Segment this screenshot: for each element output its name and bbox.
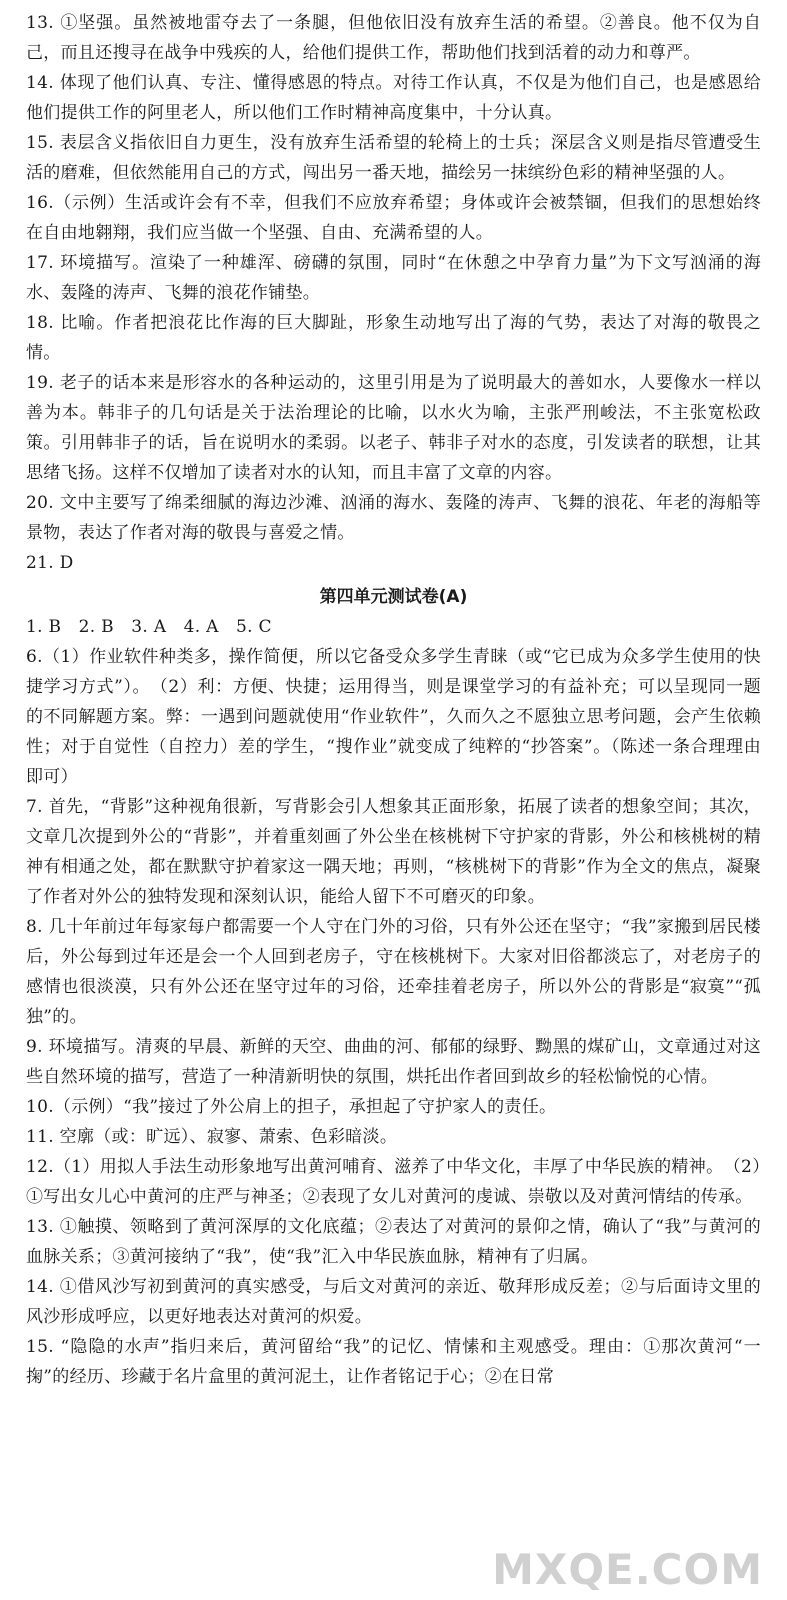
answer-paragraph: 16.（示例）生活或许会有不幸，但我们不应放弃希望；身体或许会被禁锢，但我们的思想始终在自由地翱翔，我们应当做一个坚强、自由、充满希望的人。 bbox=[26, 193, 761, 243]
section-title: 第四单元测试卷(A) bbox=[319, 587, 468, 607]
answer-paragraph: 15. “隐隐的水声”指归来后，黄河留给“我”的记忆、情愫和主观感受。理由：①那次黄河“一掬”的经历、珍藏于名片盒里的黄河泥土，让作者铭记于心；②在日常 bbox=[26, 1337, 761, 1387]
answer-paragraph: 8. 几十年前过年每家每户都需要一个人守在门外的习俗，只有外公还在坚守；“我”家搬到居民楼后，外公每到过年还是会一个人回到老房子，守在核桃树下。大家对旧俗都淡忘了，对老房子的感情也很淡漠，只有外公还在坚守过年的习俗，还牵挂着老房子，所以外公的背影是“寂寞”“孤独”的。 bbox=[26, 917, 761, 1027]
answer-paragraph: 1. B 2. B 3. A 4. A 5. C bbox=[26, 617, 272, 637]
answer-paragraph: 10.（示例）“我”接过了外公肩上的担子，承担起了守护家人的责任。 bbox=[26, 1097, 557, 1117]
answer-paragraph: 17. 环境描写。渲染了一种雄浑、磅礴的氛围，同时“在休憩之中孕育力量”为下文写汹涌的海水、轰隆的涛声、飞舞的浪花作铺垫。 bbox=[26, 253, 761, 303]
answer-paragraph: 20. 文中主要写了绵柔细腻的海边沙滩、汹涌的海水、轰隆的涛声、飞舞的浪花、年老的海船等景物，表达了作者对海的敬畏与喜爱之情。 bbox=[26, 493, 761, 543]
answer-paragraph: 14. ①借风沙写初到黄河的真实感受，与后文对黄河的亲近、敬拜形成反差；②与后面诗文里的风沙形成呼应，以更好地表达对黄河的炽爱。 bbox=[26, 1277, 761, 1327]
answer-paragraph: 18. 比喻。作者把浪花比作海的巨大脚趾，形象生动地写出了海的气势，表达了对海的敬畏之情。 bbox=[26, 313, 761, 363]
answer-paragraph: 13. ①触摸、领略到了黄河深厚的文化底蕴；②表达了对黄河的景仰之情，确认了“我”与黄河的血脉关系；③黄河接纳了“我”，使“我”汇入中华民族血脉，精神有了归属。 bbox=[26, 1217, 761, 1267]
answer-paragraph: 12.（1）用拟人手法生动形象地写出黄河哺育、滋养了中华文化，丰厚了中华民族的精神。 （2）①写出女儿心中黄河的庄严与神圣；②表现了女儿对黄河的虔诚、崇敬以及对黄河情结的传承。 bbox=[26, 1157, 761, 1207]
answer-paragraph: 11. 空廓（或：旷远）、寂寥、萧索、色彩暗淡。 bbox=[26, 1127, 398, 1147]
answer-paragraph: 13. ①坚强。虽然被地雷夺去了一条腿，但他依旧没有放弃生活的希望。②善良。他不仅为自己，而且还搜寻在战争中残疾的人，给他们提供工作，帮助他们找到活着的动力和尊严。 bbox=[26, 13, 761, 63]
site-watermark: MXQE.COM bbox=[492, 1545, 763, 1594]
answer-paragraph: 15. 表层含义指依旧自力更生，没有放弃生活希望的轮椅上的士兵；深层含义则是指尽管遭受生活的磨难，但依然能用自己的方式，闯出另一番天地，描绘另一抹缤纷色彩的精神坚强的人。 bbox=[26, 133, 761, 183]
answers-section-unit4a bbox=[26, 612, 761, 1392]
answer-paragraph: 19. 老子的话本来是形容水的各种运动的，这里引用是为了说明最大的善如水，人要像水一样以善为本。韩非子的几句话是关于法治理论的比喻，以水火为喻，主张严刑峻法，不主张宽松政策。引用韩非子的话，旨在说明水的柔弱。以老子、韩非子对水的态度，引发读者的联想，让其思绪飞扬。这样不仅增加了读者对水的认知，而且丰富了文章的内容。 bbox=[26, 373, 761, 483]
answer-paragraph: 7. 首先，“背影”这种视角很新，写背影会引人想象其正面形象，拓展了读者的想象空间；其次，文章几次提到外公的“背影”，并着重刻画了外公坐在核桃树下守护家的背影，外公和核桃树的精神有相通之处，都在默默守护着家这一隅天地；再则，“核桃树下的背影”作为全文的焦点，凝聚了作者对外公的独特发现和深刻认识，能给人留下不可磨灭的印象。 bbox=[26, 797, 761, 907]
answers-section-previous bbox=[26, 8, 761, 578]
answer-paragraph: 21. D bbox=[26, 553, 74, 573]
answer-paragraph: 6.（1）作业软件种类多，操作简便，所以它备受众多学生青睐（或“它已成为众多学生使用的快捷学习方式”）。 （2）利：方便、快捷；运用得当，则是课堂学习的有益补充；可以呈现同一题的不同解题方案。弊：一遇到问题就使用“作业软件”，久而久之不愿独立思考问题，会产生依赖性；对于自觉性（自控力）差的学生，“搜作业”就变成了纯粹的“抄答案”。（陈述一条合理理由即可） bbox=[26, 647, 761, 787]
answer-paragraph: 9. 环境描写。清爽的早晨、新鲜的天空、曲曲的河、郁郁的绿野、黝黑的煤矿山，文章通过对这些自然环境的描写，营造了一种清新明快的氛围，烘托出作者回到故乡的轻松愉悦的心情。 bbox=[26, 1037, 761, 1087]
answer-paragraph: 14. 体现了他们认真、专注、懂得感恩的特点。对待工作认真，不仅是为他们自己，也是感恩给他们提供工作的阿里老人，所以他们工作时精神高度集中，十分认真。 bbox=[26, 73, 761, 123]
